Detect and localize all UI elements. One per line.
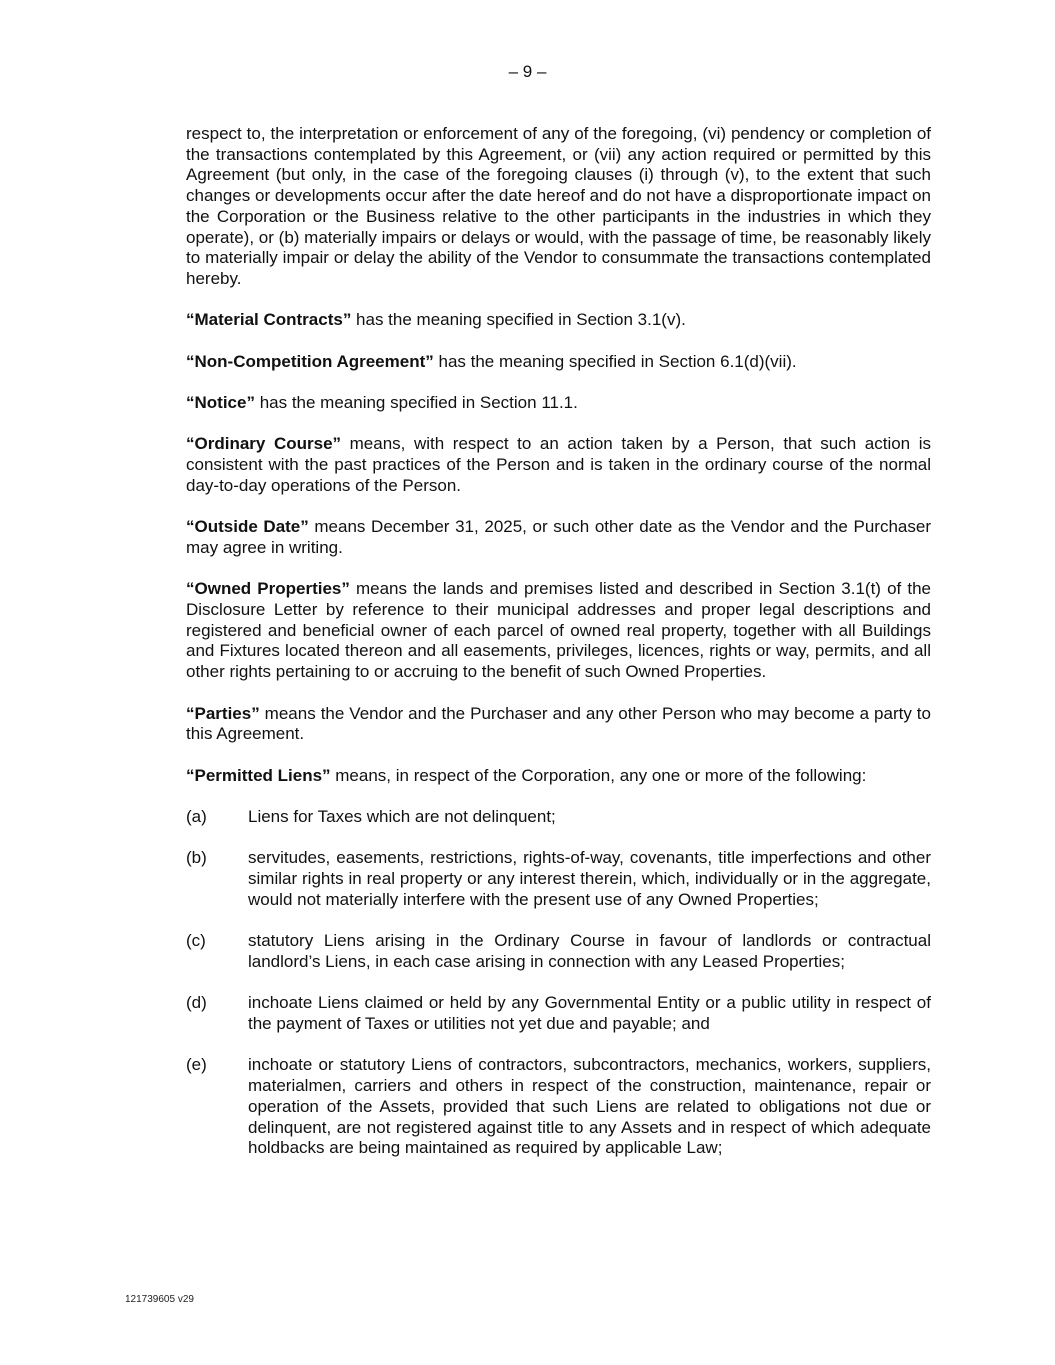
defined-term: “Parties”	[186, 703, 260, 723]
document-body	[186, 124, 931, 1180]
list-item-label: (c)	[186, 931, 206, 951]
list-item-label: (a)	[186, 807, 207, 827]
definition-material-contracts	[186, 310, 931, 331]
definition-outside-date	[186, 517, 931, 558]
definition-permitted-liens	[186, 766, 931, 787]
intro-paragraph: respect to, the interpretation or enforcement of any of the foregoing, (vi) pendency or completion of the transactions contemplated by this Agreement, or (vii) any action required or permitted by this Agreement (but only, in the case of the foregoing clauses (i) through (v), to the extent that such changes or developments occur after the date hereof and do not have a disproportionate impact on the Corporation or the Business relative to the other participants in the industries in which they operate), or (b) materially impairs or delays or would, with the passage of time, be reasonably likely to materially impair or delay the ability of the Vendor to consummate the transactions contemplated hereby.	[186, 124, 931, 288]
definition-text: means, with respect to an action taken by a Person, that such action is consistent with the past practices of the Person and is taken in the ordinary course of the normal day-to-day operations of the Person.	[186, 434, 931, 495]
defined-term: “Owned Properties”	[186, 579, 350, 599]
definition-text: means the lands and premises listed and described in Section 3.1(t) of the Disclosure Letter by reference to their municipal addresses and proper legal descriptions and registered and beneficial owner of each parcel of owned real property, together with all Buildings and Fixtures located thereon and all easements, privileges, licences, rights or way, permits, and all other rights pertaining to or accruing to the benefit of such Owned Properties.	[186, 579, 931, 682]
list-item-label: (e)	[186, 1055, 207, 1075]
list-item-a	[186, 807, 931, 828]
defined-term: “Outside Date”	[186, 517, 309, 537]
page-number: – 9 –	[508, 62, 547, 81]
definition-text: means the Vendor and the Purchaser and any other Person who may become a party to this Agreement.	[186, 703, 931, 744]
definition-text: means, in respect of the Corporation, any one or more of the following:	[330, 765, 867, 785]
definition-text: has the meaning specified in Section 3.1(v).	[351, 310, 686, 330]
defined-term: “Notice”	[186, 393, 255, 413]
list-item-e	[186, 1055, 931, 1159]
list-item-d	[186, 993, 931, 1034]
definition-parties	[186, 704, 931, 745]
definition-non-competition-agreement	[186, 352, 931, 373]
definition-notice	[186, 393, 931, 414]
document-id: 121739605 v29	[125, 1294, 194, 1305]
defined-term: “Material Contracts”	[186, 310, 352, 330]
list-item-text: inchoate Liens claimed or held by any Governmental Entity or a public utility in respect of the payment of Taxes or utilities not yet due and payable; and	[248, 993, 931, 1034]
list-item-b	[186, 848, 931, 910]
list-item-text: inchoate or statutory Liens of contractors, subcontractors, mechanics, workers, suppliers, materialmen, carriers and others in respect of the construction, maintenance, repair or operation of the Assets, provided that such Liens are related to obligations not due or delinquent, are not registered against title to any Assets and in respect of which adequate holdbacks are being maintained as required by applicable Law;	[248, 1055, 931, 1158]
list-item-label: (b)	[186, 848, 207, 868]
definition-text: has the meaning specified in Section 6.1(d)(vii).	[433, 351, 797, 371]
list-item-text: statutory Liens arising in the Ordinary Course in favour of landlords or contractual landlord’s Liens, in each case arising in connection with any Leased Properties;	[248, 931, 931, 971]
definition-owned-properties	[186, 579, 931, 683]
defined-term: “Non-Competition Agreement”	[186, 351, 434, 371]
list-item-text: Liens for Taxes which are not delinquent;	[248, 807, 556, 827]
defined-term: “Permitted Liens”	[186, 765, 331, 785]
defined-term: “Ordinary Course”	[186, 434, 342, 454]
definition-text: means December 31, 2025, or such other date as the Vendor and the Purchaser may agree in writing.	[186, 517, 931, 557]
list-item-text: servitudes, easements, restrictions, rights-of-way, covenants, title imperfections and other similar rights in real property or any interest therein, which, individually or in the aggregate, would not materially interfere with the present use of any Owned Properties;	[248, 848, 931, 909]
definition-ordinary-course	[186, 434, 931, 496]
list-item-c	[186, 931, 931, 972]
definition-text: has the meaning specified in Section 11.1.	[254, 393, 578, 413]
list-item-label: (d)	[186, 993, 207, 1013]
